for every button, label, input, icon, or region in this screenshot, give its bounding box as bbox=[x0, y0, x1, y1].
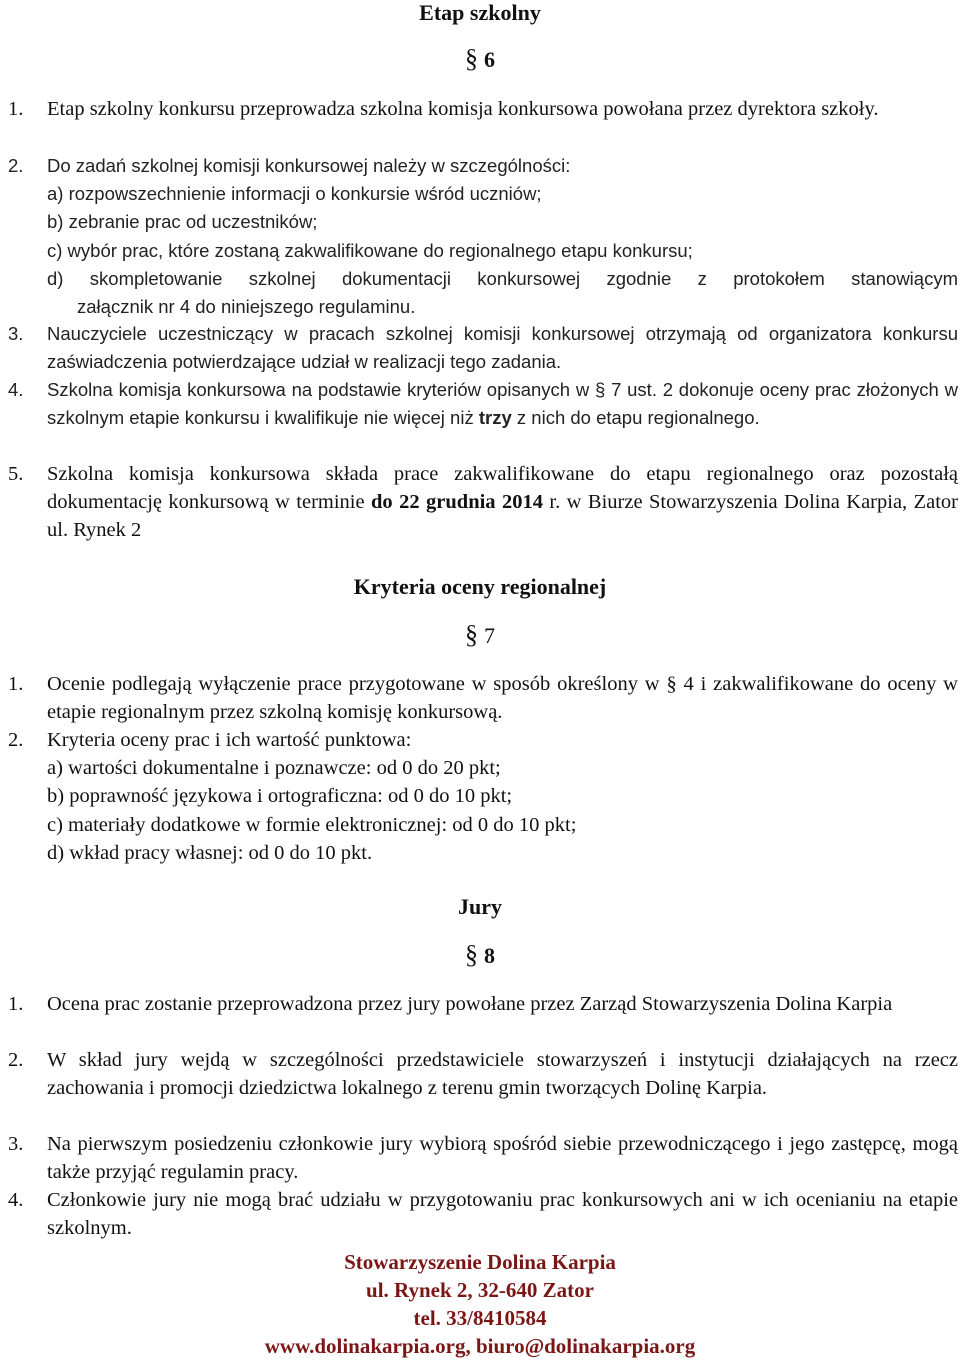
section-sign: § bbox=[465, 940, 478, 969]
sub-item: b) zebranie prac od uczestników; bbox=[47, 211, 318, 233]
item-number: 1. bbox=[8, 673, 24, 695]
sub-item: c) wybór prac, które zostaną zakwalifikowane do regionalnego etapu konkursu; bbox=[47, 239, 693, 261]
paragraph-number: 8 bbox=[484, 943, 495, 968]
item-text: Szkolna komisja konkursowa składa prace zakwalifikowane do etapu regionalnego oraz pozostałą dokumentację konkursową w terminie do 22 grudnia 2014 r. w Biurze Stowarzyszenia Dolina Karpia, Zator ul. Rynek 2 bbox=[47, 463, 958, 542]
sub-item: a) rozpowszechnienie informacji o konkursie wśród uczniów; bbox=[47, 183, 542, 205]
list-item bbox=[8, 726, 958, 867]
paragraph-marker-7 bbox=[0, 620, 960, 650]
item-text: Na pierwszym posiedzeniu członkowie jury wybiorą spośród siebie przewodniczącego i jego zastępcę, mogą także przyjąć regulamin pracy. bbox=[47, 1133, 958, 1184]
item-lead: Kryteria oceny prac i ich wartość punktowa: bbox=[47, 729, 412, 751]
paragraph-number: 7 bbox=[484, 623, 495, 648]
item-number: 3. bbox=[8, 323, 24, 344]
footer-contact bbox=[0, 1248, 960, 1360]
sub-item: d) skompletowanie szkolnej dokumentacji konkursowej zgodnie z protokołem stanowiącym bbox=[47, 267, 958, 289]
list-item bbox=[8, 152, 958, 321]
list-item bbox=[8, 320, 958, 376]
sub-item: a) wartości dokumentalne i poznawcze: od 0 do 20 pkt; bbox=[47, 757, 501, 780]
sub-item: d) wkład pracy własnej: od 0 do 10 pkt. bbox=[47, 841, 373, 864]
list-item bbox=[8, 1130, 958, 1186]
item-number: 1. bbox=[8, 993, 24, 1015]
item-number: 5. bbox=[8, 463, 24, 485]
item-text: Ocenie podlegają wyłączenie prace przygotowane w sposób określony w § 4 i zakwalifikowane do oceny w etapie regionalnym przez szkolną komisję konkursową. bbox=[47, 673, 958, 724]
item-number: 2. bbox=[8, 1049, 24, 1071]
item-lead: Do zadań szkolnej komisji konkursowej należy w szczególności: bbox=[47, 155, 571, 176]
item-number: 2. bbox=[8, 155, 24, 176]
section-title-jury: Jury bbox=[458, 894, 502, 919]
section-reference: § 7 ust. 2 bbox=[595, 379, 674, 400]
item-number: 4. bbox=[8, 379, 24, 400]
paragraph-number: 6 bbox=[484, 47, 495, 72]
item-number: 2. bbox=[8, 729, 24, 751]
section-title-etap-szkolny: Etap szkolny bbox=[419, 0, 541, 25]
list-item bbox=[8, 460, 958, 545]
section-title-kryteria: Kryteria oceny regionalnej bbox=[353, 574, 607, 599]
section-sign: § bbox=[465, 620, 478, 649]
paragraph-marker-6 bbox=[0, 44, 960, 74]
list-item bbox=[8, 670, 958, 726]
section-sign: § bbox=[465, 44, 478, 73]
item-number: 3. bbox=[8, 1133, 24, 1155]
sub-item: b) poprawność językowa i ortograficzna: od 0 do 10 pkt; bbox=[47, 785, 513, 808]
list-item bbox=[8, 376, 958, 432]
sub-item-continuation: załącznik nr 4 do niniejszego regulaminu. bbox=[77, 296, 416, 318]
item-text: Nauczyciele uczestniczący w pracach szkolnej komisji konkursowej otrzymają od organizatora konkursu zaświadczenia potwierdzające udział w realizacji tego zadania. bbox=[47, 323, 958, 373]
footer-address: ul. Rynek 2, 32-640 Zator bbox=[366, 1278, 594, 1302]
list-item bbox=[8, 1186, 958, 1242]
item-text: W skład jury wejdą w szczególności przedstawiciele stowarzyszeń i instytucji działających na rzecz zachowania i promocji dziedzictwa lokalnego z terenu gmin tworzących Dolinę Karpia. bbox=[47, 1049, 958, 1100]
list-item bbox=[8, 990, 958, 1018]
footer-organization-name: Stowarzyszenie Dolina Karpia bbox=[344, 1250, 616, 1274]
footer-website-email[interactable]: www.dolinakarpia.org, biuro@dolinakarpia.org bbox=[264, 1334, 696, 1358]
item-text: Członkowie jury nie mogą brać udziału w przygotowaniu prac konkursowych ani w ich ocenianiu na etapie szkolnym. bbox=[47, 1189, 958, 1240]
list-item bbox=[8, 95, 958, 123]
item-text: Etap szkolny konkursu przeprowadza szkolna komisja konkursowa powołana przez dyrektora szkoły. bbox=[47, 98, 879, 120]
sub-item: c) materiały dodatkowe w formie elektronicznej: od 0 do 10 pkt; bbox=[47, 813, 577, 836]
item-number: 4. bbox=[8, 1189, 24, 1211]
item-text: Ocena prac zostanie przeprowadzona przez jury powołane przez Zarząd Stowarzyszenia Dolina Karpia bbox=[47, 993, 893, 1015]
deadline-date: do 22 grudnia 2014 bbox=[371, 491, 543, 514]
footer-phone: tel. 33/8410584 bbox=[413, 1306, 547, 1330]
item-text: Szkolna komisja konkursowa na podstawie kryteriów opisanych w § 7 ust. 2 dokonuje oceny prac złożonych w szkolnym etapie konkursu i kwalifikuje nie więcej niż trzy z nich do etapu regionalnego. bbox=[47, 379, 958, 429]
list-item bbox=[8, 1046, 958, 1102]
item-number: 1. bbox=[8, 98, 24, 120]
paragraph-marker-8 bbox=[0, 940, 960, 970]
